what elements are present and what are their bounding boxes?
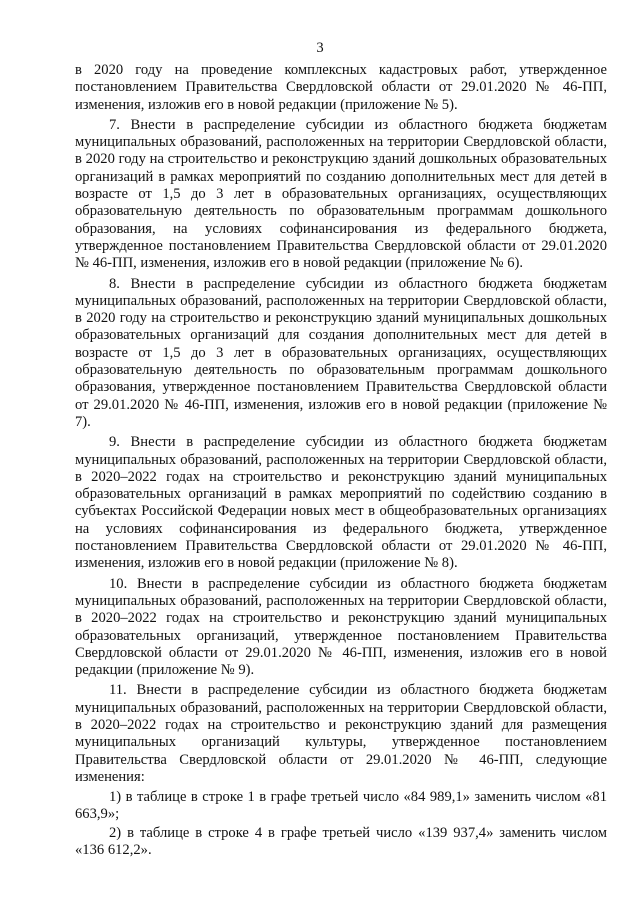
paragraph-item-10: 10. Внести в распределение субсидии из областного бюджета бюджетам муниципальных образований, расположенных на территории Свердловской области, в 2020–2022 годах на строительство и реконструкцию зданий муниципальных образовательных организаций, утвержденное постановлением Правительства Свердловской области от 29.01.2020 № 46-ПП, изменения, изложив его в новой редакции (приложение № 9). bbox=[75, 575, 607, 679]
subitem-1: 1) в таблице в строке 1 в графе третьей число «84 989,1» заменить числом «81 663,9»; bbox=[75, 789, 607, 823]
document-body bbox=[75, 62, 607, 860]
subitem-2: 2) в таблице в строке 4 в графе третьей число «139 937,4» заменить числом «136 612,2». bbox=[75, 824, 607, 859]
paragraph-item-9: 9. Внести в распределение субсидии из областного бюджета бюджетам муниципальных образований, расположенных на территории Свердловской области, в 2020–2022 годах на строительство и реконструкцию зданий муниципальных образовательных организаций в рамках мероприятий по содействию созданию в субъектах Российской Федерации новых мест в общеобразовательных организациях на условиях софинансирования из федерального бюджета, утвержденное постановлением Правительства Свердловской области от 29.01.2020 № 46-ПП, изменения, изложив его в новой редакции (приложение № 8). bbox=[75, 434, 607, 572]
paragraph-item-7: 7. Внести в распределение субсидии из областного бюджета бюджетам муниципальных образований, расположенных на территории Свердловской области, в 2020 году на строительство и реконструкцию зданий дошкольных образовательных организаций в рамках мероприятий по созданию дополнительных мест для детей в возрасте от 1,5 до 3 лет в образовательных организациях, осуществляющих образовательную деятельность по образовательным программам дошкольного образования, на условиях софинансирования из федерального бюджета, утвержденное постановлением Правительства Свердловской области от 29.01.2020 № 46-ПП, изменения, изложив его в новой редакции (приложение № 6). bbox=[75, 116, 607, 272]
page-number: 3 bbox=[316, 40, 324, 56]
paragraph-item-8: 8. Внести в распределение субсидии из областного бюджета бюджетам муниципальных образований, расположенных на территории Свердловской области, в 2020 году на строительство и реконструкцию зданий муниципальных дошкольных образовательных организаций для создания дополнительных мест для детей в возрасте от 1,5 до 3 лет в образовательных организациях, осуществляющих образовательную деятельность по образовательным программам дошкольного образования, утвержденное постановлением Правительства Свердловской области от 29.01.2020 № 46-ПП, изменения, изложив его в новой редакции (приложение № 7). bbox=[75, 275, 607, 430]
paragraph-continuation: в 2020 году на проведение комплексных кадастровых работ, утвержденное постановлением Правительства Свердловской области от 29.01.2020 № 46-ПП, изменения, изложив его в новой редакции (приложение № 5). bbox=[75, 62, 607, 113]
paragraph-item-11: 11. Внести в распределение субсидии из областного бюджета бюджетам муниципальных образований, расположенных на территории Свердловской области, в 2020–2022 годах на строительство и реконструкцию зданий для размещения муниципальных организаций культуры, утвержденное постановлением Правительства Свердловской области от 29.01.2020 № 46-ПП, следующие изменения: bbox=[75, 682, 607, 785]
